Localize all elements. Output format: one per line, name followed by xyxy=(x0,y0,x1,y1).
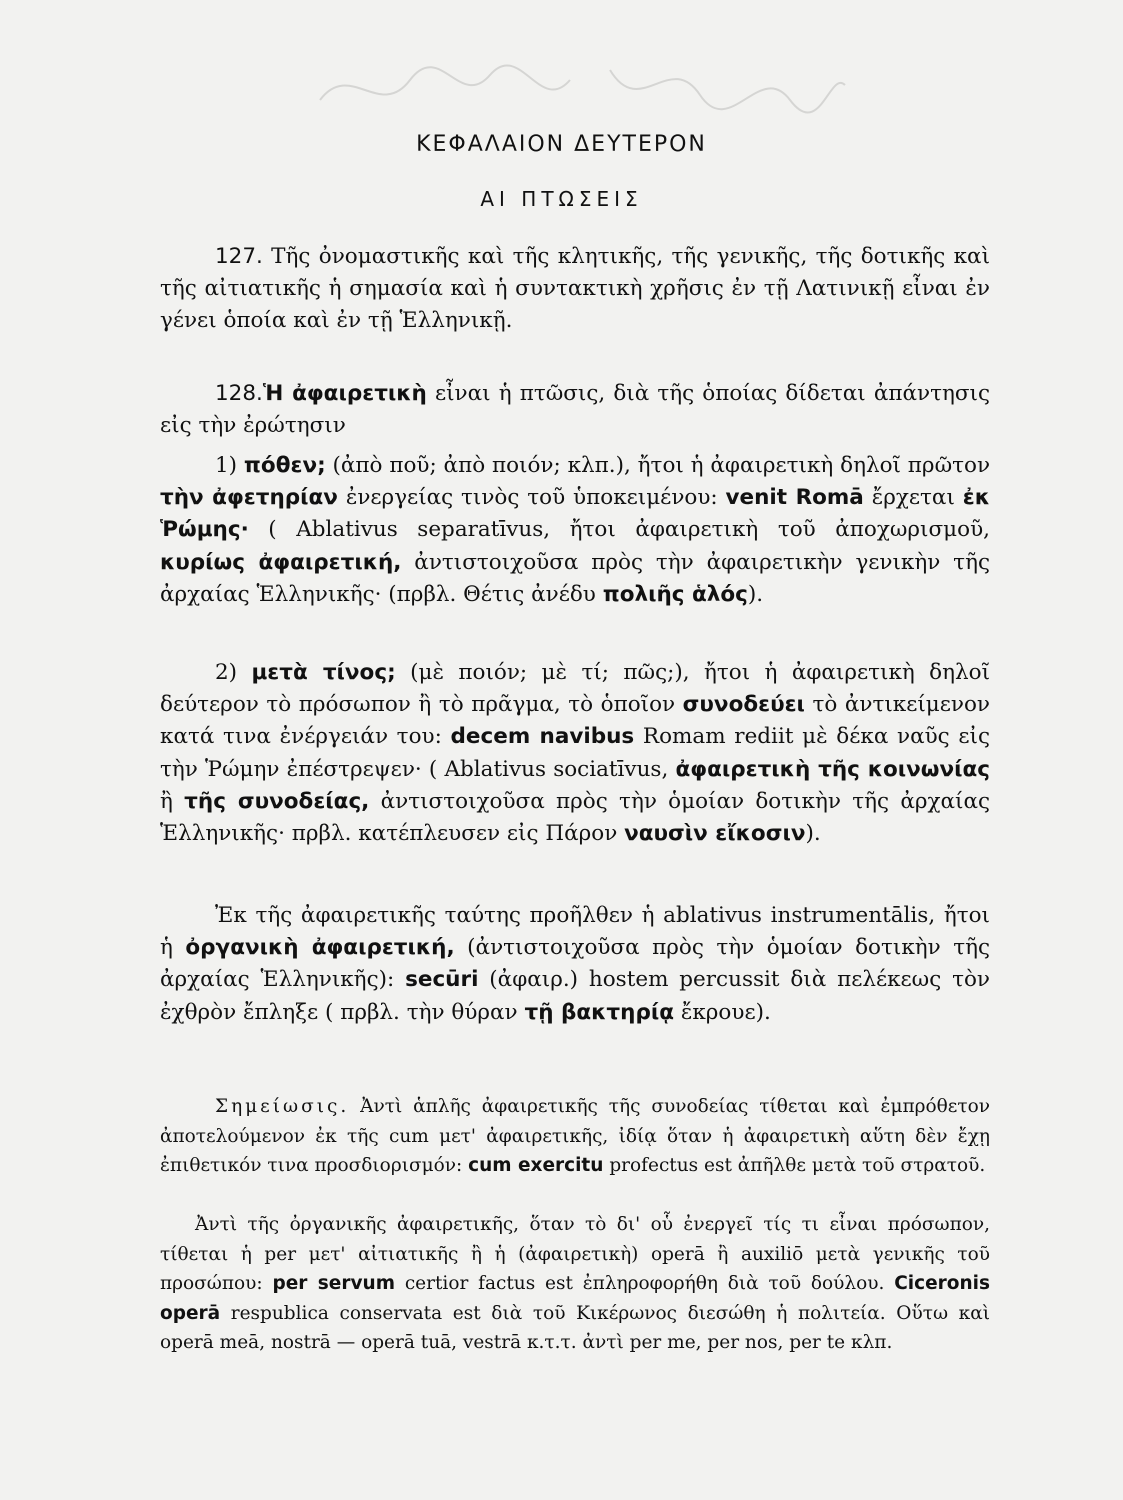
item-text: ἢ xyxy=(160,788,185,814)
item-text: ). xyxy=(747,581,764,607)
list-item-1 xyxy=(160,450,990,611)
paragraph-instrumental xyxy=(160,900,990,1029)
note-text: Ἀντὶ τῆς ὀργανικῆς ἀφαιρετικῆς, ὅταν τὸ δι' οὗ ἐνεργεῖ τίς τι εἶναι πρόσωπον, τίθεται ἡ per μετ' αἰτιατικῆς ἢ ἡ (ἀφαιρετικὴ) operā ἢ auxiliō μετὰ γενικῆς τοῦ προσώπου: xyxy=(160,1214,990,1294)
item-text: ἔρχεται xyxy=(863,485,963,511)
latin-example-bold: cum exercitu xyxy=(468,1155,604,1176)
item-number: 1) xyxy=(215,453,238,478)
note-text: profectus est ἀπῆλθε μετὰ τοῦ στρατοῦ. xyxy=(603,1155,986,1176)
pencil-handwriting-mark xyxy=(310,40,850,130)
note-text: Ἀντὶ ἁπλῆς ἀφαιρετικῆς τῆς συνοδείας τίθεται καὶ ἐμπρόθετον ἀποτελούμενον ἐκ τῆς cum μετ' ἀφαιρετικῆς, ἰδίᾳ ὅταν ἡ ἀφαιρετικὴ αὕτη δὲν ἔχῃ ἐπιθετικόν τινα προσδιορισμόν: xyxy=(160,1096,990,1176)
note-text: respublica conservata est διὰ τοῦ Κικέρωνος διεσώθη ἡ πολιτεία. Οὕτω καὶ operā meā, nostrā — operā tuā, vestrā κ.τ.τ. ἀντὶ per me, per nos, per te κλπ. xyxy=(160,1302,990,1353)
note-paragraph-instrumental xyxy=(160,1210,990,1358)
note-text: certior factus est ἐπληροφορήθη διὰ τοῦ δούλου. xyxy=(395,1273,895,1294)
item-text: ἐνεργείας τινὸς τοῦ ὑποκειμένου: xyxy=(337,485,726,511)
item-text: (ἀπὸ ποῦ; ἀπὸ ποιόν; κλπ.), ἤτοι ἡ ἀφαιρετικὴ δηλοῖ πρῶτον xyxy=(325,453,991,478)
latin-example-bold: Ciceronis operā xyxy=(160,1273,991,1324)
term-bold: Ἡ ἀφαιρετικὴ xyxy=(262,381,427,406)
note-label: Σημείωσις. xyxy=(215,1096,350,1117)
latin-example-bold: secūri xyxy=(405,967,479,993)
item-text: (μὲ ποιόν; μὲ τί; πῶς;), ἤτοι ἡ ἀφαιρετικὴ δηλοῖ δεύτερον τὸ πρόσωπον ἢ τὸ πρᾶγμα, τὸ ὁποῖον xyxy=(160,660,991,718)
term-bold: συνοδεύει xyxy=(682,692,805,718)
greek-example-bold: πολιῆς ἁλός xyxy=(602,581,748,607)
paragraph-text: (ἀφαιρ.) hostem percussit διὰ πελέκεως τὸν ἐχθρὸν ἔπληξε ( πρβλ. τὴν θύραν xyxy=(160,967,990,1025)
item-text: ἀντιστοιχοῦσα πρὸς τὴν ὁμοίαν δοτικὴν τῆς ἀρχαίας Ἑλληνικῆς· πρβλ. κατέπλευσεν εἰς Πάρον xyxy=(160,788,991,847)
term-bold: ὀργανικὴ ἀφαιρετική, xyxy=(185,935,455,961)
latin-example-bold: decem navibus xyxy=(450,724,635,750)
chapter-title: ΚΕΦΑΛΑΙΟΝ ΔΕΥΤΕΡΟΝ xyxy=(416,132,707,157)
note-paragraph xyxy=(160,1092,990,1181)
question-bold: πόθεν; xyxy=(243,453,326,478)
paragraph-text: εἶναι ἡ πτῶσις, διὰ τῆς ὁποίας δίδεται ἀπάντησις εἰς τὴν ἐρώτησιν xyxy=(160,381,990,439)
paragraph-text: ἔκρουε). xyxy=(673,999,771,1025)
paragraph-text: (ἀντιστοιχοῦσα πρὸς τὴν ὁμοίαν δοτικὴν τῆς ἀρχαίας Ἑλληνικῆς): xyxy=(160,935,991,993)
section-title: ΑΙ ΠΤΩΣΕΙΣ xyxy=(480,187,643,211)
greek-example-bold: τῇ βακτηρίᾳ xyxy=(524,999,674,1025)
term-bold: κυρίως ἀφαιρετική, xyxy=(160,549,402,575)
list-item-2 xyxy=(160,657,990,850)
paragraph-127 xyxy=(160,241,990,338)
term-bold: τὴν ἀφετηρίαν xyxy=(160,485,338,511)
paragraph-text: Ἐκ τῆς ἀφαιρετικῆς ταύτης προῆλθεν ἡ ablativus instrumentālis, ἤτοι ἡ xyxy=(160,903,990,961)
greek-example-bold: ναυσὶν εἴκοσιν xyxy=(624,821,806,847)
item-text: ). xyxy=(805,821,821,847)
item-text: ἀντιστοιχοῦσα πρὸς τὴν ἀφαιρετικὴν γενικὴν τῆς ἀρχαίας Ἑλληνικῆς· (πρβλ. Θέτις ἀνέδυ xyxy=(160,549,990,607)
latin-example-bold: venit Romā xyxy=(725,485,864,511)
item-text: Romam rediit μὲ δέκα ναῦς εἰς τὴν Ῥώμην ἐπέστρεψεν· ( Ablativus sociatīvus, xyxy=(160,724,990,782)
greek-example-bold: ἐκ Ῥώμης· xyxy=(160,485,990,543)
paragraph-number: 128. xyxy=(215,381,263,406)
item-text: ( Ablativus separatīvus, ἤτοι ἀφαιρετικὴ τοῦ ἀποχωρισμοῦ, xyxy=(248,517,990,543)
item-number: 2) xyxy=(215,660,238,685)
item-text: τὸ ἀντικείμενον κατά τινα ἐνέργειάν του: xyxy=(160,692,990,750)
question-bold: μετὰ τίνος; xyxy=(251,660,396,685)
paragraph-text: Τῆς ὀνομαστικῆς καὶ τῆς κλητικῆς, τῆς γενικῆς, τῆς δοτικῆς καὶ τῆς αἰτιατικῆς ἡ σημασία καὶ ἡ συντακτικὴ χρῆσις ἐν τῇ Λατινικῇ εἶναι ἐν γένει ὁποία καὶ ἐν τῇ Ἑλληνικῇ. xyxy=(160,244,990,334)
paragraph-128 xyxy=(160,378,990,442)
term-bold: τῆς συνοδείας, xyxy=(184,788,370,814)
latin-example-bold: per servum xyxy=(272,1273,395,1294)
term-bold: ἀφαιρετικὴ τῆς κοινωνίας xyxy=(675,756,990,782)
paragraph-number: 127. xyxy=(215,244,263,269)
